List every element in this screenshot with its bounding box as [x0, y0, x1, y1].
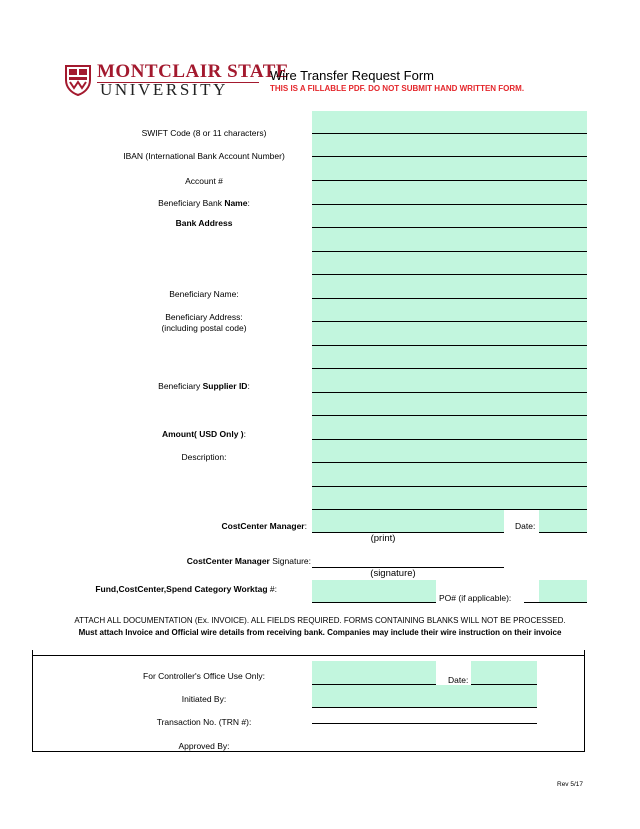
- worktag-underline: [312, 602, 436, 603]
- logo-line1: MONTCLAIR STATE: [97, 61, 290, 82]
- initiated-by-label: Initiated By:: [181, 694, 227, 704]
- controller-date-input[interactable]: [471, 661, 537, 684]
- controller-box-right: [584, 650, 585, 752]
- signature-label: CostCenter Manager Signature:: [186, 556, 311, 566]
- supplier-id-label: Beneficiary Supplier ID:: [158, 381, 250, 391]
- description-input-3[interactable]: [312, 509, 587, 510]
- worktag-label: Fund,CostCenter,Spend Category Worktag #:: [95, 584, 277, 594]
- iban-label: IBAN (International Bank Account Number): [123, 151, 285, 161]
- approved-by-label: Approved By:: [178, 741, 230, 751]
- bank-address-input-2[interactable]: [312, 251, 587, 252]
- swift-input[interactable]: [312, 133, 587, 134]
- controller-office-label: For Controller's Office Use Only:: [143, 671, 265, 681]
- account-label: Account #: [185, 176, 223, 186]
- beneficiary-name-label: Beneficiary Name:: [169, 289, 239, 299]
- field-column-fill: [312, 111, 587, 509]
- university-logo: [64, 61, 290, 99]
- manager-date-underline: [539, 532, 587, 533]
- bank-address-input-1[interactable]: [312, 227, 587, 228]
- beneficiary-bank-name-label: Beneficiary Bank Name:: [158, 198, 250, 208]
- worktag-input[interactable]: [312, 580, 436, 602]
- iban-input[interactable]: [312, 156, 587, 157]
- manager-date-label: Date:: [515, 521, 536, 531]
- beneficiary-address-input-3[interactable]: [312, 392, 587, 393]
- shield-icon: [64, 64, 92, 96]
- beneficiary-address-input-1[interactable]: [312, 345, 587, 346]
- amount-input[interactable]: [312, 439, 587, 440]
- controller-box-top: [32, 655, 584, 656]
- description-input-2[interactable]: [312, 486, 587, 487]
- po-underline: [524, 602, 587, 603]
- manager-date-input[interactable]: [539, 509, 587, 532]
- bank-address-input-4[interactable]: [312, 298, 587, 299]
- bank-name-input[interactable]: [312, 204, 587, 205]
- transaction-no-input[interactable]: [312, 723, 537, 724]
- bank-address-label: Bank Address: [175, 218, 233, 228]
- form-title: Wire Transfer Request Form: [270, 68, 434, 83]
- initiated-by-underline: [312, 707, 537, 708]
- supplier-id-input[interactable]: [312, 415, 587, 416]
- po-label: PO# (if applicable):: [439, 593, 512, 603]
- signature-caption: (signature): [370, 568, 416, 579]
- revision-label: Rev 5/17: [557, 781, 584, 788]
- manager-name-input[interactable]: [312, 509, 504, 532]
- beneficiary-address-sublabel: (including postal code): [161, 323, 247, 333]
- bank-address-input-3[interactable]: [312, 274, 587, 275]
- manager-label: CostCenter Manager:: [221, 521, 307, 531]
- po-input[interactable]: [539, 580, 587, 602]
- print-caption: (print): [370, 533, 396, 544]
- fillable-warning: THIS IS A FILLABLE PDF. DO NOT SUBMIT HAND WRITTEN FORM.: [270, 84, 525, 93]
- controller-box-left: [32, 650, 33, 752]
- description-input-1[interactable]: [312, 462, 587, 463]
- swift-label: SWIFT Code (8 or 11 characters): [141, 128, 267, 138]
- logo-line2: UNIVERSITY: [100, 80, 228, 99]
- description-label: Description:: [181, 452, 227, 462]
- notice-line1: ATTACH ALL DOCUMENTATION (Ex. INVOICE). ALL FIELDS REQUIRED. FORMS CONTAINING BLANKS WILL NOT BE PROCESSED.: [74, 616, 566, 625]
- beneficiary-address-input-2[interactable]: [312, 368, 587, 369]
- notice-line2: Must attach Invoice and Official wire details from receiving bank. Companies may include their wire instruction on their invoice: [78, 628, 562, 637]
- beneficiary-name-input[interactable]: [312, 321, 587, 322]
- amount-label: Amount( USD Only ):: [161, 429, 247, 439]
- beneficiary-address-label: Beneficiary Address:: [165, 312, 243, 322]
- initiated-by-input[interactable]: [312, 685, 537, 707]
- account-input[interactable]: [312, 180, 587, 181]
- controller-date-label: Date:: [448, 675, 469, 685]
- transaction-no-label: Transaction No. (TRN #):: [156, 717, 252, 727]
